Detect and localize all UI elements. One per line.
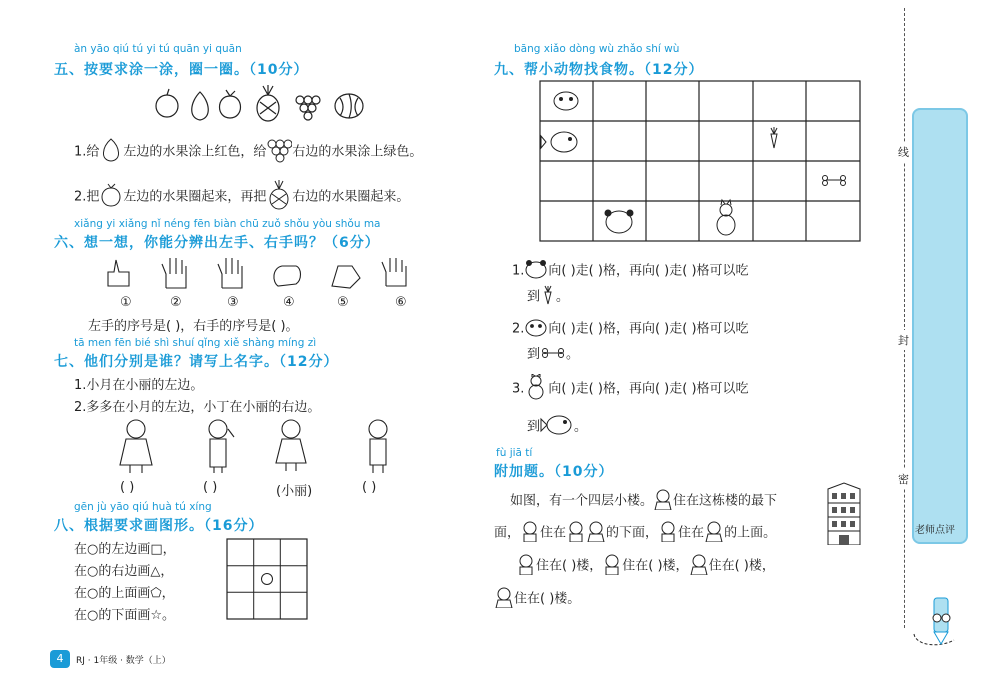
girl-icon-2	[586, 520, 606, 546]
s9-q3-dao: 到 。	[527, 413, 587, 441]
extra-line4: 住在( )楼。	[494, 586, 580, 612]
hand-number-1: ①	[120, 295, 132, 310]
child-icon-3	[282, 420, 300, 438]
binding-label-mid: 封	[898, 330, 909, 350]
building-image	[826, 481, 862, 549]
hand-icon-6	[382, 258, 406, 286]
extra-line1: 如图，有一个四层小楼。 住在这栋楼的最下	[510, 488, 777, 514]
fish-icon	[540, 413, 574, 441]
s7-line1: 1.小月在小丽的左边。	[74, 378, 204, 393]
binding-line	[904, 8, 905, 628]
s6-answer[interactable]: 左手的序号是( )，右手的序号是( )。	[88, 319, 299, 334]
s9-q2: 2. 向( )走( )格，再向( )走( )格可以吃	[512, 316, 749, 342]
s7-title: 七、他们分别是谁？请写上名字。（12分）	[54, 354, 339, 370]
hand-number-6: ⑥	[395, 295, 407, 310]
peach-icon	[99, 182, 123, 212]
s7-blank-2[interactable]: ( )	[203, 480, 218, 495]
carrot-icon	[771, 127, 777, 148]
hands-row	[100, 256, 420, 296]
puppy-icon	[524, 316, 548, 342]
teacher-comment-label: 老师点评	[915, 525, 955, 536]
girl-icon-5	[494, 586, 514, 612]
hand-icon-3	[218, 258, 242, 288]
bone-icon	[823, 176, 846, 186]
grape-icon	[304, 112, 312, 120]
s9-pinyin: bāng xiǎo dòng wù zhǎo shí wù	[514, 43, 680, 55]
children-row	[110, 415, 410, 479]
food-grid	[539, 80, 861, 246]
s5-title: 五、按要求涂一涂，圈一圈。（10分）	[54, 62, 309, 78]
hand-number-4: ④	[283, 295, 295, 310]
hand-icon-2	[162, 258, 186, 288]
s7-blank-4[interactable]: ( )	[362, 480, 377, 495]
hand-icon-5	[332, 266, 360, 288]
pencil-mascot-icon	[908, 594, 968, 650]
page-number: 4	[50, 650, 70, 668]
cat-icon	[717, 200, 735, 235]
hand-number-5: ⑤	[337, 295, 349, 310]
footer-text: RJ · 1年级 · 数学（上）	[76, 656, 171, 666]
s7-line2: 2.多多在小月的左边，小丁在小丽的右边。	[74, 400, 321, 415]
girl-icon-3	[704, 520, 724, 546]
extra-pinyin: fù jiā tí	[496, 447, 533, 459]
carrot-icon	[540, 285, 556, 309]
hand-icons	[100, 256, 420, 292]
girl-icon-4	[689, 553, 709, 579]
pineapple-icon	[266, 180, 292, 214]
circle-marker	[262, 574, 273, 585]
binding-label-bot: 密	[898, 469, 909, 489]
s8-line1: 在○的左边画□，	[74, 542, 176, 557]
fish-icon	[541, 132, 577, 152]
extra-line2: 面， 住在 的下面， 住在 的上面。	[494, 520, 776, 546]
building-icon	[826, 481, 862, 545]
s9-q1-dao: 到 。	[527, 285, 569, 309]
food-grid-svg	[539, 80, 861, 242]
s5-q1: 1.给 左边的水果涂上红色，给 右边的水果涂上绿色。	[74, 137, 422, 167]
boy-icon-3	[602, 553, 622, 579]
fruit-icons	[150, 84, 370, 124]
child-icon-1	[127, 420, 145, 438]
s7-blank-3: (小丽)	[276, 484, 313, 499]
teacher-comment-panel[interactable]	[912, 108, 968, 544]
s8-pinyin: gēn jù yāo qiú huà tú xíng	[74, 501, 212, 513]
cat-icon	[524, 374, 548, 404]
s9-q3: 3. 向( )走( )格，再向( )走( )格可以吃	[512, 374, 749, 404]
hand-icon-4	[274, 266, 301, 286]
s8-line4: 在○的下面画☆。	[74, 608, 175, 623]
binding-label-top: 线	[898, 142, 909, 162]
child-icon-2	[209, 420, 227, 438]
hand-icon-1	[108, 260, 129, 286]
s9-q1: 1. 向( )走( )格，再向( )走( )格可以吃	[512, 258, 749, 284]
drawing-grid-svg	[226, 538, 308, 620]
boy-icon-2	[516, 553, 536, 579]
girl-icon-1	[653, 488, 673, 514]
fruit-row	[150, 84, 370, 128]
apple-icon	[156, 95, 178, 117]
drawing-grid[interactable]	[226, 538, 308, 624]
child-icon-a	[566, 520, 586, 546]
s8-line2: 在○的右边画△，	[74, 564, 174, 579]
hand-number-3: ③	[227, 295, 239, 310]
s7-pinyin: tā men fēn bié shì shuí qǐng xiě shàng míng zì	[74, 337, 317, 349]
child-icon-4	[369, 420, 387, 438]
s9-title: 九、帮小动物找食物。（12分）	[494, 62, 704, 78]
pear-icon	[192, 92, 209, 120]
s5-pinyin: àn yāo qiú tú yi tú quān yi quān	[74, 43, 242, 55]
peach-icon	[220, 96, 241, 118]
bone-icon	[540, 346, 566, 364]
panda-icon	[524, 258, 548, 284]
s8-line3: 在○的上面画⬠，	[74, 586, 175, 601]
s8-title: 八、根据要求画图形。（16分）	[54, 518, 264, 534]
extra-title: 附加题。（10分）	[494, 464, 614, 480]
boy-icon-1	[520, 520, 540, 546]
s7-blank-1[interactable]: ( )	[120, 480, 135, 495]
puppy-icon	[554, 92, 578, 110]
s9-q2-dao: 到 。	[527, 347, 580, 362]
watermelon-icon	[335, 94, 363, 118]
hand-number-2: ②	[170, 295, 182, 310]
extra-line3: 住在( )楼， 住在( )楼， 住在( )楼，	[516, 553, 775, 579]
mascot	[908, 594, 968, 654]
s6-title: 六、想一想，你能分辨出左手、右手吗？（6分）	[54, 235, 380, 251]
panda-icon	[605, 210, 633, 233]
children-icons	[110, 415, 410, 475]
pear-icon	[99, 137, 123, 167]
child-icon-b	[658, 520, 678, 546]
s5-q2: 2.把 左边的水果圈起来，再把 右边的水果圈起来。	[74, 180, 409, 214]
s6-pinyin: xiǎng yi xiǎng nǐ néng fēn biàn chū zuǒ shǒu yòu shǒu ma	[74, 218, 381, 230]
grape-icon	[266, 137, 292, 167]
